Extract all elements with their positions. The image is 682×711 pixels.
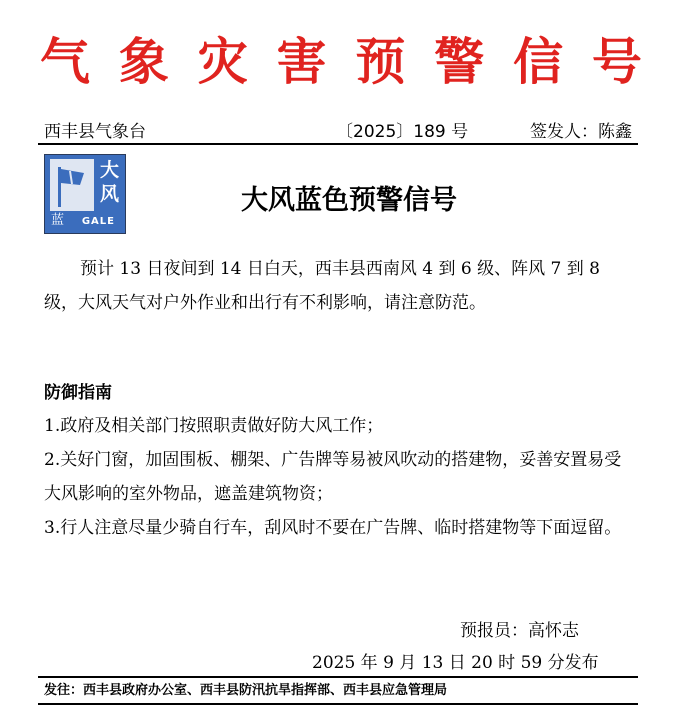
- title-char: 灾: [197, 33, 248, 91]
- guide-item: 1.政府及相关部门按照职责做好防大风工作；: [44, 416, 384, 436]
- title-char: 号: [591, 33, 642, 91]
- guide-item: 2.关好门窗，加固围板、棚架、广告牌等易被风吹动的搭建物，妥善安置易受大风影响的室外物品，遮盖建筑物资；: [44, 450, 622, 504]
- title-char: 预: [355, 33, 406, 91]
- document-title: [40, 32, 642, 92]
- distribution-list: 发往：西丰县政府办公室、西丰县防汛抗旱指挥部、西丰县应急管理局: [44, 683, 448, 698]
- icon-label-en: GALE: [81, 216, 115, 227]
- header-row: [44, 117, 632, 141]
- guide-item: 3.行人注意尽量少骑自行车，刮风时不要在广告牌、临时搭建物等下面逗留。: [44, 518, 622, 538]
- issuer: 西丰县气象台: [44, 122, 146, 142]
- icon-label-cn-1: 大: [99, 159, 119, 181]
- release-time: 2025 年 9 月 13 日 20 时 59 分发布: [312, 653, 599, 673]
- title-char: 气: [40, 33, 90, 91]
- title-char: 象: [118, 33, 169, 91]
- title-char: 害: [276, 33, 327, 91]
- icon-level-label: 蓝: [51, 213, 65, 228]
- signer: 签发人：陈鑫: [530, 122, 632, 142]
- forecaster: 预报员：高怀志: [460, 621, 579, 641]
- signal-title: 大风蓝色预警信号: [241, 185, 457, 216]
- title-char: 警: [434, 33, 485, 91]
- guide-heading: 防御指南: [44, 383, 112, 403]
- footer-divider-bottom: [38, 703, 638, 705]
- header-divider: [38, 143, 638, 145]
- icon-label-cn-2: 风: [99, 183, 119, 205]
- title-char: 信: [513, 33, 564, 91]
- footer-divider-top: [38, 676, 638, 678]
- doc-number: 〔2025〕189 号: [336, 122, 469, 142]
- forecast-paragraph: 预计 13 日夜间到 14 日白天，西丰县西南风 4 到 6 级、阵风 7 到 8 级，大风天气对户外作业和出行有不利影响，请注意防范。: [44, 259, 600, 313]
